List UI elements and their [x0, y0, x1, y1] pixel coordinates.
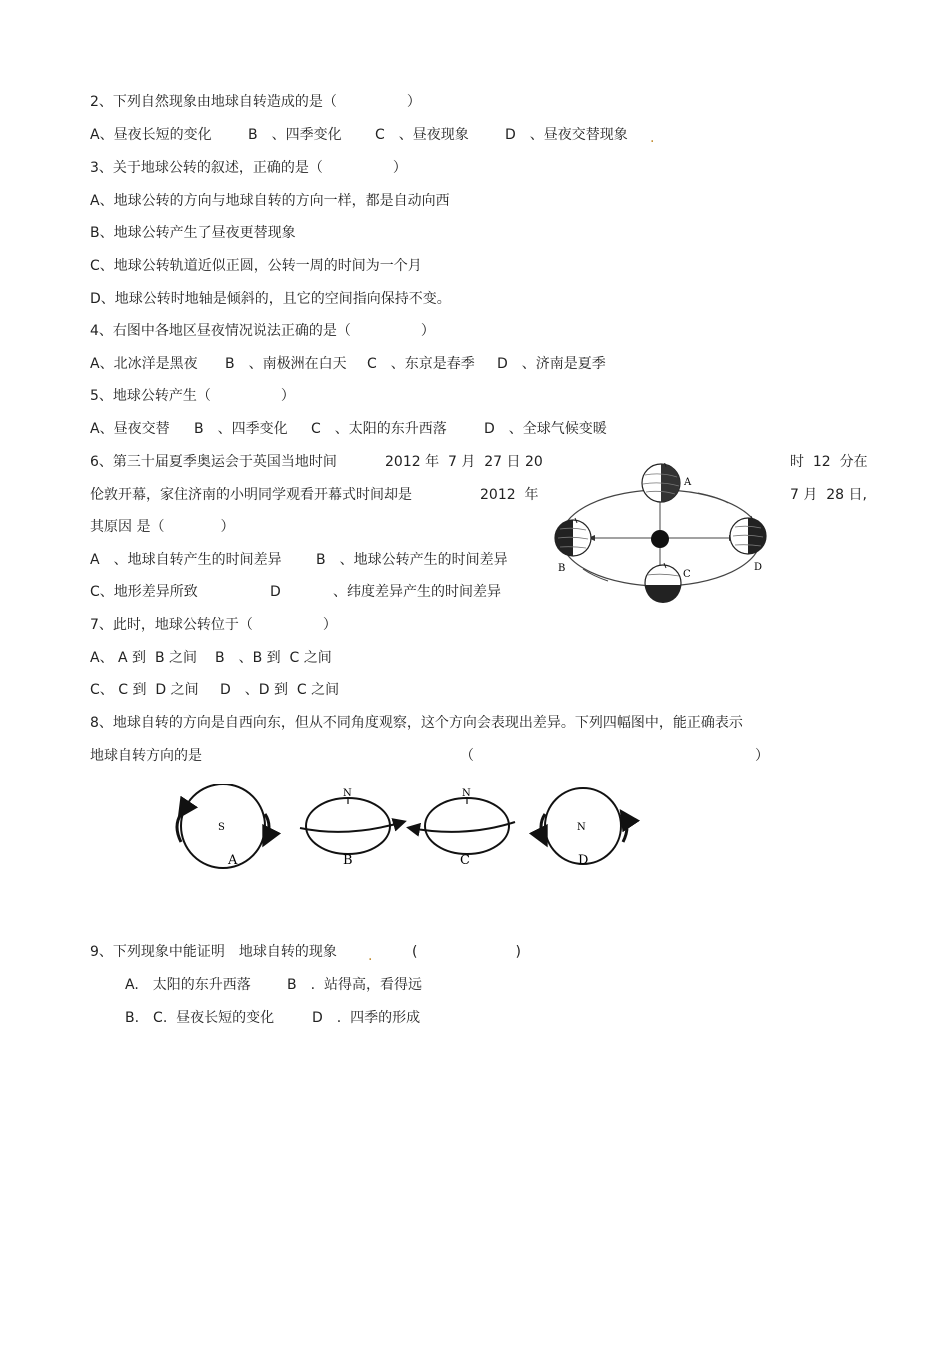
figure-c-caption: C	[460, 853, 470, 868]
q8-paren-close: ）	[755, 748, 769, 764]
q6-line1-left: 6、第三十届夏季奥运会于英国当地时间	[90, 454, 337, 470]
q3-option-d: D、地球公转时地轴是倾斜的，且它的空间指向保持不变。	[90, 291, 451, 307]
earth-c-icon	[645, 563, 681, 603]
q2-option-b: B 、四季变化	[248, 127, 342, 143]
q4-stem: 4、右图中各地区昼夜情况说法正确的是（ ）	[90, 323, 435, 339]
q6-option-a: A 、地球自转产生的时间差异	[90, 552, 282, 568]
q9-option-c: B. C. 昼夜长短的变化	[125, 1010, 275, 1026]
q3-option-c: C、地球公转轨道近似正圆，公转一周的时间为一个月	[90, 258, 422, 274]
figure-a	[177, 784, 269, 868]
orbit-label-c: C	[683, 569, 691, 580]
q4-option-b: B 、南极洲在白天	[225, 356, 347, 372]
earth-d-icon	[730, 516, 766, 554]
orbit-label-b: B	[558, 563, 566, 574]
q2-option-c: C 、昼夜现象	[375, 127, 469, 143]
earth-b-icon	[555, 518, 591, 556]
q6-option-c: C、地形差异所致	[90, 584, 198, 600]
q7-stem: 7、此时，地球公转位于（ ）	[90, 617, 337, 633]
q9-option-a: A. 太阳的东升西落	[125, 977, 251, 993]
q4-option-c: C 、东京是春季	[367, 356, 475, 372]
q7-option-a: A、 A 到 B 之间	[90, 650, 198, 666]
orbit-label-d: D	[754, 562, 763, 573]
q2-option-d: D 、昼夜交替现象	[505, 127, 628, 143]
figure-c-pole: N	[462, 788, 471, 799]
q6-option-d-letter: D	[270, 584, 281, 600]
q6-line1-right: 时 12 分在	[790, 454, 868, 470]
figure-a-caption: A	[228, 853, 238, 868]
orbit-label-a: A	[684, 477, 692, 488]
q6-option-b: B 、地球公转产生的时间差异	[316, 552, 508, 568]
q2-stem: 2、下列自然现象由地球自转造成的是（ ）	[90, 94, 421, 110]
q3-option-b: B、地球公转产生了昼夜更替现象	[90, 225, 296, 241]
figure-c	[410, 788, 515, 868]
figure-b	[300, 788, 403, 868]
stray-mark: .	[368, 948, 373, 964]
q7-option-b: B 、B 到 C 之间	[215, 650, 332, 666]
q5-option-d: D 、全球气候变暖	[484, 421, 607, 437]
figure-d-pole: N	[577, 822, 586, 833]
q9-option-d: D . 四季的形成	[312, 1010, 421, 1026]
q6-line1-mid: 2012 年 7 月 27 日 20	[385, 454, 543, 470]
figure-a-pole: S	[218, 822, 225, 833]
q3-option-a: A、地球公转的方向与地球自转的方向一样，都是自动向西	[90, 193, 450, 209]
figure-d	[541, 788, 627, 868]
q5-option-c: C 、太阳的东升西落	[311, 421, 447, 437]
q7-option-c: C、 C 到 D 之间	[90, 682, 199, 698]
earth-a-icon	[642, 463, 680, 502]
rotation-direction-figures	[165, 784, 645, 874]
q6-line2-right: 7 月 28 日,	[790, 487, 867, 503]
q3-stem: 3、关于地球公转的叙述，正确的是（ ）	[90, 160, 407, 176]
q9-stem: 9、下列现象中能证明 地球自转的现象	[90, 944, 337, 960]
q5-stem: 5、地球公转产生（ ）	[90, 388, 295, 404]
q5-option-b: B 、四季变化	[194, 421, 288, 437]
q6-line3: 其原因 是（ ）	[90, 519, 235, 535]
sun-icon	[651, 530, 669, 548]
q7-option-d: D 、D 到 C 之间	[220, 682, 340, 698]
figure-b-pole: N	[343, 788, 352, 799]
q9-option-b: B . 站得高，看得远	[287, 977, 422, 993]
q4-option-a: A、北冰洋是黑夜	[90, 356, 198, 372]
figure-b-caption: B	[343, 853, 353, 868]
q2-option-a: A、昼夜长短的变化	[90, 127, 212, 143]
q6-option-d-text: 、纬度差异产生的时间差异	[333, 584, 501, 600]
q6-line2-left: 伦敦开幕，家住济南的小明同学观看开幕式时间却是	[90, 487, 412, 503]
q8-line2: 地球自转方向的是	[90, 748, 202, 764]
q9-paren: ( )	[412, 944, 521, 960]
q5-option-a: A、昼夜交替	[90, 421, 170, 437]
figure-d-caption: D	[578, 853, 589, 868]
q4-option-d: D 、济南是夏季	[497, 356, 606, 372]
q8-paren-open: （	[460, 748, 474, 764]
stray-mark: .	[650, 130, 655, 146]
q8-line1: 8、地球自转的方向是自西向东，但从不同角度观察，这个方向会表现出差异。下列四幅图中，能正确表示	[90, 715, 743, 731]
earth-orbit-diagram	[548, 463, 778, 613]
q6-line2-mid: 2012 年	[480, 487, 539, 503]
